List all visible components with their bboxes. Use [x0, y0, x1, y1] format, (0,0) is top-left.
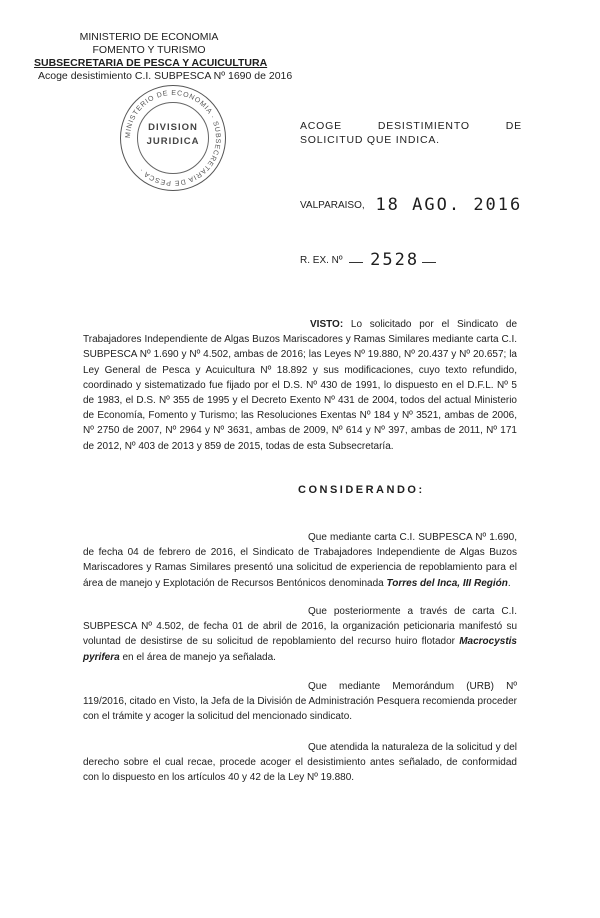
blank-line [422, 262, 436, 263]
letterhead [34, 31, 293, 83]
ministry-name: MINISTERIO DE ECONOMIA [79, 31, 219, 43]
considerando-1-text: Que mediante carta C.I. SUBPESCA Nº 1.690, de fecha 04 de febrero de 2016, el Sindicato de Trabajadores Independiente de Algas Buzos Mariscadores y Ramas Similares presentó una solicitud de experiencia de repoblamiento para el área de manejo y Explotación de Recursos Bentónicos denominada [83, 532, 517, 589]
dateline [300, 193, 523, 215]
stamp-line-1: DIVISION [148, 122, 198, 133]
stamp-line-2: JURIDICA [146, 136, 200, 147]
ministry-subtitle: FOMENTO Y TURISMO [92, 44, 206, 56]
considerando-paragraph-2 [83, 604, 517, 665]
considerando-2-emphasis: Macrocystis pyrifera [83, 636, 517, 663]
subsecretariat-name: SUBSECRETARIA DE PESCA Y ACUICULTURA [34, 57, 268, 69]
visto-text: Lo solicitado por el Sindicato de Trabajadores Independiente de Algas Buzos Mariscadores y Ramas Similares mediante carta C.I. SUBPESCA Nº 1.690 y Nº 4.502, ambas de 2016; las Leyes Nº 19.880, Nº 20.437 y Nº 20.657; la Ley General de Pesca y Acuicultura Nº 18.892 y sus modificaciones, cuyo texto refundido, coordinado y sistematizado fue fijado por el D.S. Nº 430 de 1991, lo dispuesto en el D.F.L. Nº 5 de 1983, el D.S. Nº 355 de 1995 y el Decreto Exento Nº 431 de 2004, todos del actual Ministerio de Economía, Fomento y Turismo; las Resoluciones Exentas Nº 184 y Nº 3521, ambas de 2006, Nº 2750 de 2007, Nº 2964 y Nº 3631, ambas de 2009, Nº 614 y Nº 397, ambas de 2011, Nº 171 de 2012, Nº 403 de 2013 y 859 de 2015, todas de esta Subsecretaría. [83, 319, 518, 452]
considerando-heading: CONSIDERANDO: [298, 484, 425, 496]
date-stamp: 18 AGO. 2016 [375, 195, 523, 215]
considerando-paragraph-3 [83, 679, 517, 725]
resolution-number: 2528 [370, 250, 420, 270]
division-juridica-stamp [120, 85, 226, 191]
considerando-paragraph-1 [83, 530, 517, 591]
considerando-2-text-after: en el área de manejo ya señalada. [119, 651, 276, 663]
considerando-2-text: Que posteriormente a través de carta C.I. SUBPESCA Nº 4.502, de fecha 01 de abril de 2016, la organización peticionaria manifestó su voluntad de desistirse de su solicitud de repoblamiento del recurso huiro flotador [83, 606, 517, 648]
considerando-1-text-after: . [507, 577, 511, 589]
document-reference: Acoge desistimiento C.I. SUBPESCA Nº 1690 de 2016 [38, 70, 293, 82]
considerando-1-emphasis: Torres del Inca, III Región [386, 577, 508, 589]
resolution-prefix: R. EX. Nº [300, 255, 343, 266]
document-subject: ACOGE DESISTIMIENTO DE SOLICITUD QUE INDICA. [300, 120, 522, 146]
visto-label: VISTO: [310, 319, 344, 330]
resolution-number-line [300, 248, 436, 268]
considerando-paragraph-4 [83, 740, 517, 786]
blank-line [349, 262, 363, 263]
considerando-3-text: Que mediante Memorándum (URB) Nº 119/2016, citado en Visto, la Jefa de la División de Administración Pesquera recomienda proceder con el trámite y acoger la solicitud del mencionado sindicato. [83, 681, 517, 723]
place-label: VALPARAISO, [300, 200, 365, 211]
svg-text:MINISTERIO DE ECONOMIA · SUBSE: MINISTERIO DE ECONOMIA · SUBSECRETARIA DE PESCA · [124, 89, 222, 187]
visto-paragraph [83, 317, 517, 454]
considerando-4-text: Que atendida la naturaleza de la solicitud y del derecho sobre el cual recae, procede acoger el desistimiento antes señalado, de conformidad con lo dispuesto en los artículos 40 y 42 de la Ley Nº 19.880. [83, 742, 517, 784]
